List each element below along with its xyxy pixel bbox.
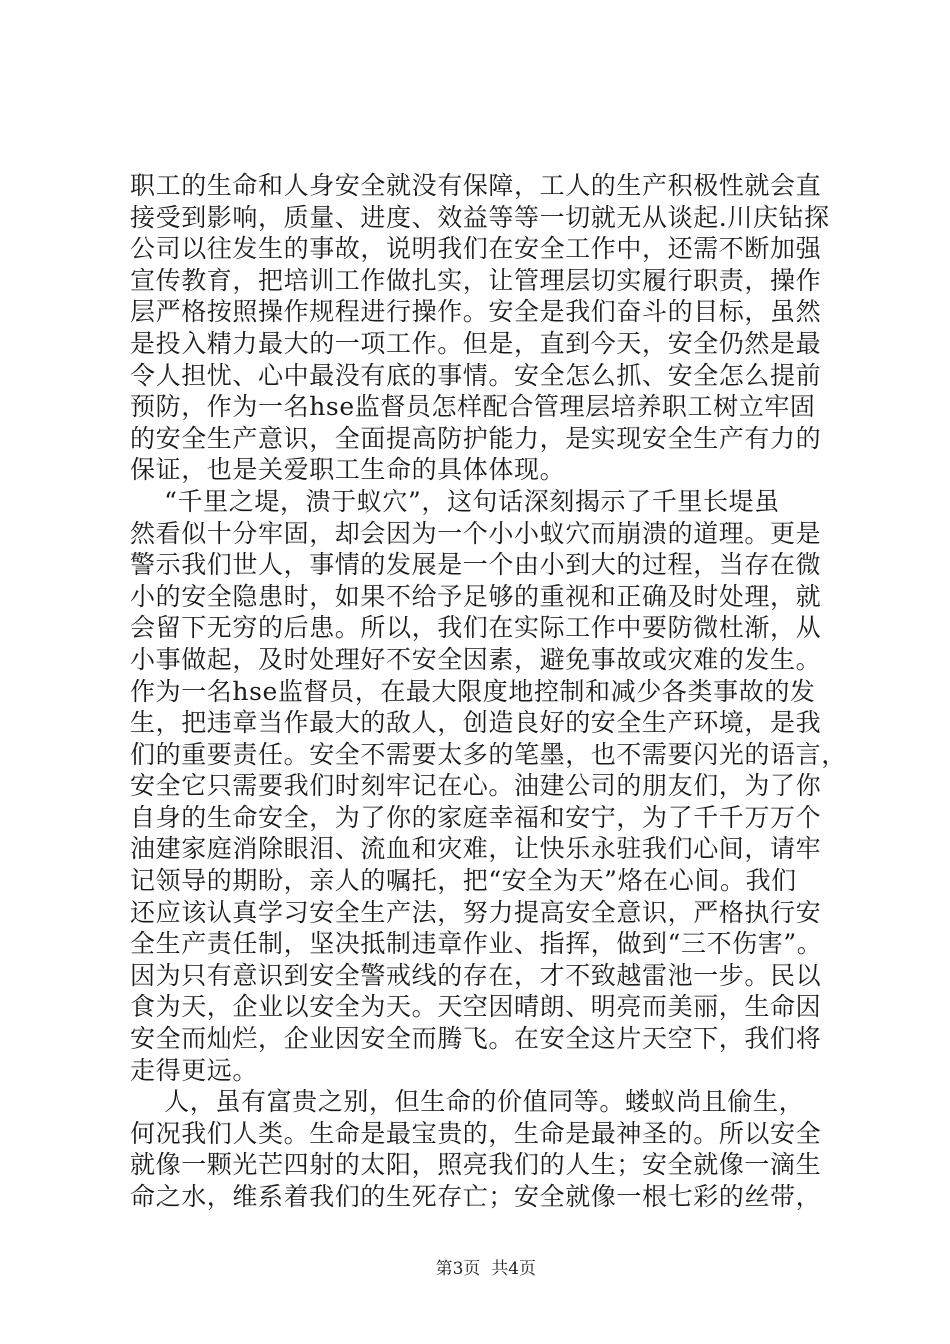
text-line: 保证，也是关爱职工生命的具体体现。 <box>130 455 566 485</box>
text-line: 就像一颗光芒四射的太阳，照亮我们的人生；安全就像一滴生 <box>130 1150 822 1180</box>
text-line: 层严格按照操作规程进行操作。安全是我们奋斗的目标，虽然 <box>130 297 822 327</box>
text-line: 还应该认真学习安全生产法，努力提高安全意识，严格执行安 <box>130 897 822 927</box>
text-line: 小的安全隐患时，如果不给予足够的重视和正确及时处理，就 <box>130 581 822 611</box>
text-line: 生，把违章当作最大的敌人，创造良好的安全生产环境，是我 <box>130 708 822 738</box>
text-line: “千里之堤，溃于蚁穴”，这句话深刻揭示了千里长堤虽 <box>130 486 780 516</box>
text-line: 接受到影响，质量、进度、效益等等一切就无从谈起.川庆钻探 <box>130 202 830 232</box>
text-line: 职工的生命和人身安全就没有保障，工人的生产积极性就会直 <box>130 171 822 200</box>
text-line: 安全它只需要我们时刻牢记在心。油建公司的朋友们，为了你 <box>130 771 822 801</box>
text-line: 作为一名hse监督员，在最大限度地控制和减少各类事故的发 <box>130 676 816 706</box>
text-line: 宣传教育，把培训工作做扎实，让管理层切实履行职责，操作 <box>130 265 822 295</box>
text-line: 警示我们世人，事情的发展是一个由小到大的过程，当存在微 <box>130 550 822 580</box>
body-text <box>130 170 847 1213</box>
text-line: 人，虽有富贵之别，但生命的价值同等。蝼蚁尚且偷生， <box>130 1087 805 1117</box>
text-line: 然看似十分牢固，却会因为一个小小蚁穴而崩溃的道理。更是 <box>130 518 822 548</box>
text-line: 何况我们人类。生命是最宝贵的，生命是最神圣的。所以安全 <box>130 1118 822 1148</box>
page-number: 第3页 共4页 <box>435 1259 537 1279</box>
text-line: 预防，作为一名hse监督员怎样配合管理层培养职工树立牢固 <box>130 392 816 422</box>
text-line: 全生产责任制，坚决抵制违章作业、指挥，做到“三不伤害”。 <box>130 929 823 959</box>
text-line: 自身的生命安全，为了你的家庭幸福和安宁，为了千千万万个 <box>130 802 822 832</box>
text-line: 食为天，企业以安全为天。天空因晴朗、明亮而美丽，生命因 <box>130 992 822 1022</box>
text-line: 是投入精力最大的一项工作。但是，直到今天，安全仍然是最 <box>130 328 822 358</box>
text-line: 油建家庭消除眼泪、流血和灾难，让快乐永驻我们心间，请牢 <box>130 834 822 864</box>
text-line: 令人担忧、心中最没有底的事情。安全怎么抓、安全怎么提前 <box>130 360 822 390</box>
text-line: 会留下无穷的后患。所以，我们在实际工作中要防微杜渐，从 <box>130 613 822 643</box>
text-line: 命之水，维系着我们的生死存亡；安全就像一根七彩的丝带， <box>130 1182 822 1211</box>
page-footer <box>0 1239 950 1299</box>
text-line: 的安全生产意识，全面提高防护能力，是实现安全生产有力的 <box>130 423 822 453</box>
text-line: 们的重要责任。安全不需要太多的笔墨，也不需要闪光的语言， <box>130 739 847 769</box>
text-line: 安全而灿烂，企业因安全而腾飞。在安全这片天空下，我们将 <box>130 1024 822 1054</box>
text-line: 因为只有意识到安全警戒线的存在，才不致越雷池一步。民以 <box>130 960 822 990</box>
text-line: 小事做起，及时处理好不安全因素，避免事故或灾难的发生。 <box>130 644 822 674</box>
text-line: 走得更远。 <box>130 1055 259 1085</box>
text-line: 记领导的期盼，亲人的嘱托，把“安全为天”烙在心间。我们 <box>130 866 797 896</box>
text-line: 公司以往发生的事故，说明我们在安全工作中，还需不断加强 <box>130 234 822 264</box>
